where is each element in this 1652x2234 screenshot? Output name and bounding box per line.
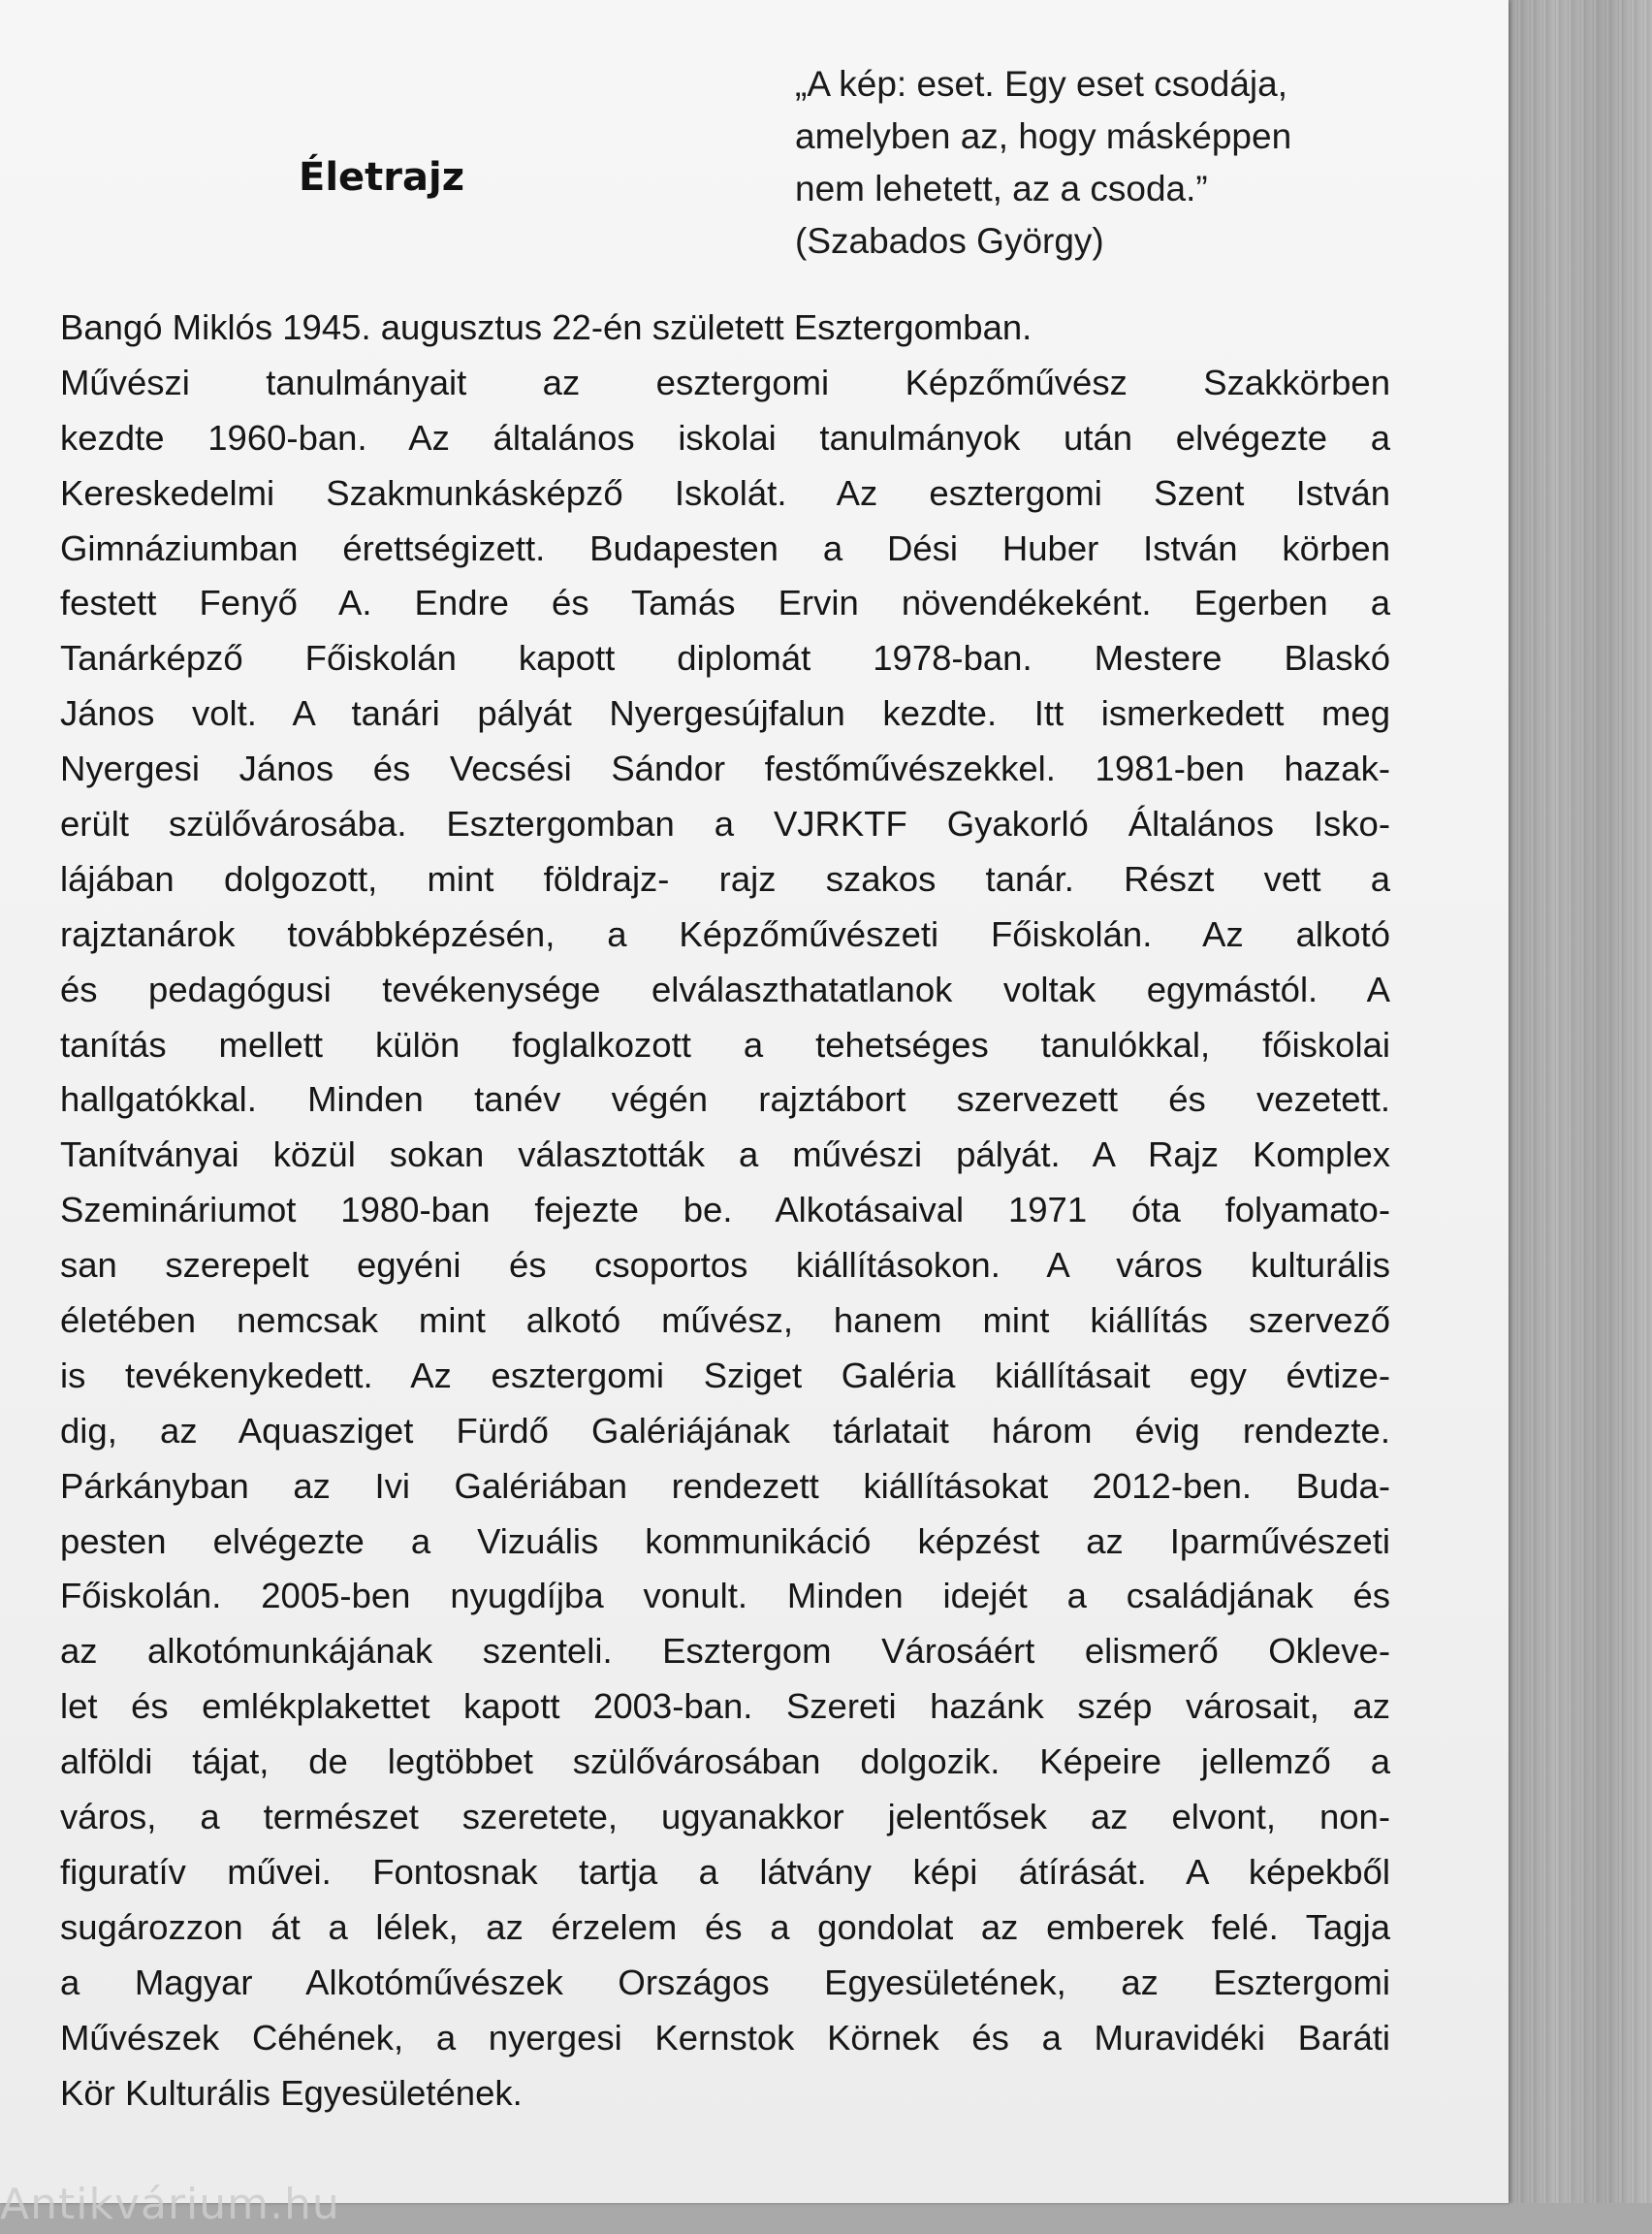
text-line: tanítás mellett külön foglalkozott a tehetséges tanulókkal, főiskolai xyxy=(60,1024,1390,1065)
text-line: életében nemcsak mint alkotó művész, hanem mint kiállítás szervező xyxy=(60,1300,1390,1341)
text-line: alföldi tájat, de legtöbbet szülővárosában dolgozik. Képeire jellemző a xyxy=(60,1741,1390,1782)
text-line: pesten elvégezte a Vizuális kommunikáció képzést az Iparművészeti xyxy=(60,1520,1390,1561)
text-line: Kereskedelmi Szakmunkásképző Iskolát. Az esztergomi Szent István xyxy=(60,472,1390,513)
text-line: figuratív művei. Fontosnak tartja a látvány képi átírását. A képekből xyxy=(60,1851,1390,1892)
text-line: hallgatókkal. Minden tanév végén rajztábort szervezett és vezetett. xyxy=(60,1079,1390,1120)
text-line: rajztanárok továbbképzésén, a Képzőművészeti Főiskolán. Az alkotó xyxy=(60,913,1390,954)
text-line: Kör Kulturális Egyesületének. xyxy=(60,2072,523,2113)
text-line: Tanítványai közül sokan választották a művészi pályát. A Rajz Komplex xyxy=(60,1134,1390,1175)
text-line: Párkányban az Ivi Galériában rendezett kiállításokat 2012-ben. Buda- xyxy=(60,1465,1390,1506)
epigraph-line: „A kép: eset. Egy eset csodája, xyxy=(795,64,1288,104)
text-line: let és emlékplakettet kapott 2003-ban. Szereti hazánk szép városait, az xyxy=(60,1686,1390,1727)
text-line: Gimnáziumban érettségizett. Budapesten a Dési Huber István körben xyxy=(60,527,1390,568)
text-line: kezdte 1960-ban. Az általános iskolai tanulmányok után elvégezte a xyxy=(60,417,1390,458)
text-line: és pedagógusi tevékenysége elválaszthatatlanok voltak egymástól. A xyxy=(60,969,1390,1009)
epigraph-attribution: (Szabados György) xyxy=(795,221,1104,261)
watermark: Antikvárium.hu xyxy=(0,2180,340,2229)
text-line: János volt. A tanári pályát Nyergesújfalun kezdte. Itt ismerkedett meg xyxy=(60,693,1390,734)
text-line: Művészek Céhének, a nyergesi Kernstok Körnek és a Muravidéki Baráti xyxy=(60,2017,1390,2058)
text-line: lájában dolgozott, mint földrajz- rajz szakos tanár. Részt vett a xyxy=(60,858,1390,899)
text-line: Nyergesi János és Vecsési Sándor festőművészekkel. 1981-ben hazak- xyxy=(60,749,1390,789)
text-line: Művészi tanulmányait az esztergomi Képzőművész Szakkörben xyxy=(60,362,1390,402)
text-line: város, a természet szeretete, ugyanakkor jelentősek az elvont, non- xyxy=(60,1797,1390,1837)
page-heading: Életrajz xyxy=(299,155,464,200)
text-line: dig, az Aquasziget Fürdő Galériájának tárlatait három évig rendezte. xyxy=(60,1410,1390,1451)
epigraph-line: amelyben az, hogy másképpen xyxy=(795,116,1292,156)
text-line: erült szülővárosába. Esztergomban a VJRKTF Gyakorló Általános Isko- xyxy=(60,804,1390,845)
text-line: san szerepelt egyéni és csoportos kiállításokon. A város kulturális xyxy=(60,1245,1390,1286)
text-line: Bangó Miklós 1945. augusztus 22-én született Esztergomban. xyxy=(60,307,1032,347)
epigraph-line: nem lehetett, az a csoda.” xyxy=(795,169,1208,208)
background-surface xyxy=(1493,0,1652,2203)
text-line: Szemináriumot 1980-ban fejezte be. Alkotásaival 1971 óta folyamato- xyxy=(60,1190,1390,1230)
text-line: az alkotómunkájának szenteli. Esztergom Városáért elismerő Okleve- xyxy=(60,1631,1390,1672)
text-line: Tanárképző Főiskolán kapott diplomát 1978-ban. Mestere Blaskó xyxy=(60,638,1390,679)
text-line: Főiskolán. 2005-ben nyugdíjba vonult. Minden idejét a családjának és xyxy=(60,1576,1390,1616)
text-line: sugározzon át a lélek, az érzelem és a gondolat az emberek felé. Tagja xyxy=(60,1906,1390,1947)
epigraph-quote xyxy=(795,58,1396,268)
text-line: a Magyar Alkotóművészek Országos Egyesületének, az Esztergomi xyxy=(60,1962,1390,2002)
text-line: is tevékenykedett. Az esztergomi Sziget Galéria kiállításait egy évtize- xyxy=(60,1355,1390,1395)
biography-paragraph xyxy=(60,301,1390,2121)
text-line: festett Fenyő A. Endre és Tamás Ervin növendékeként. Egerben a xyxy=(60,583,1390,623)
